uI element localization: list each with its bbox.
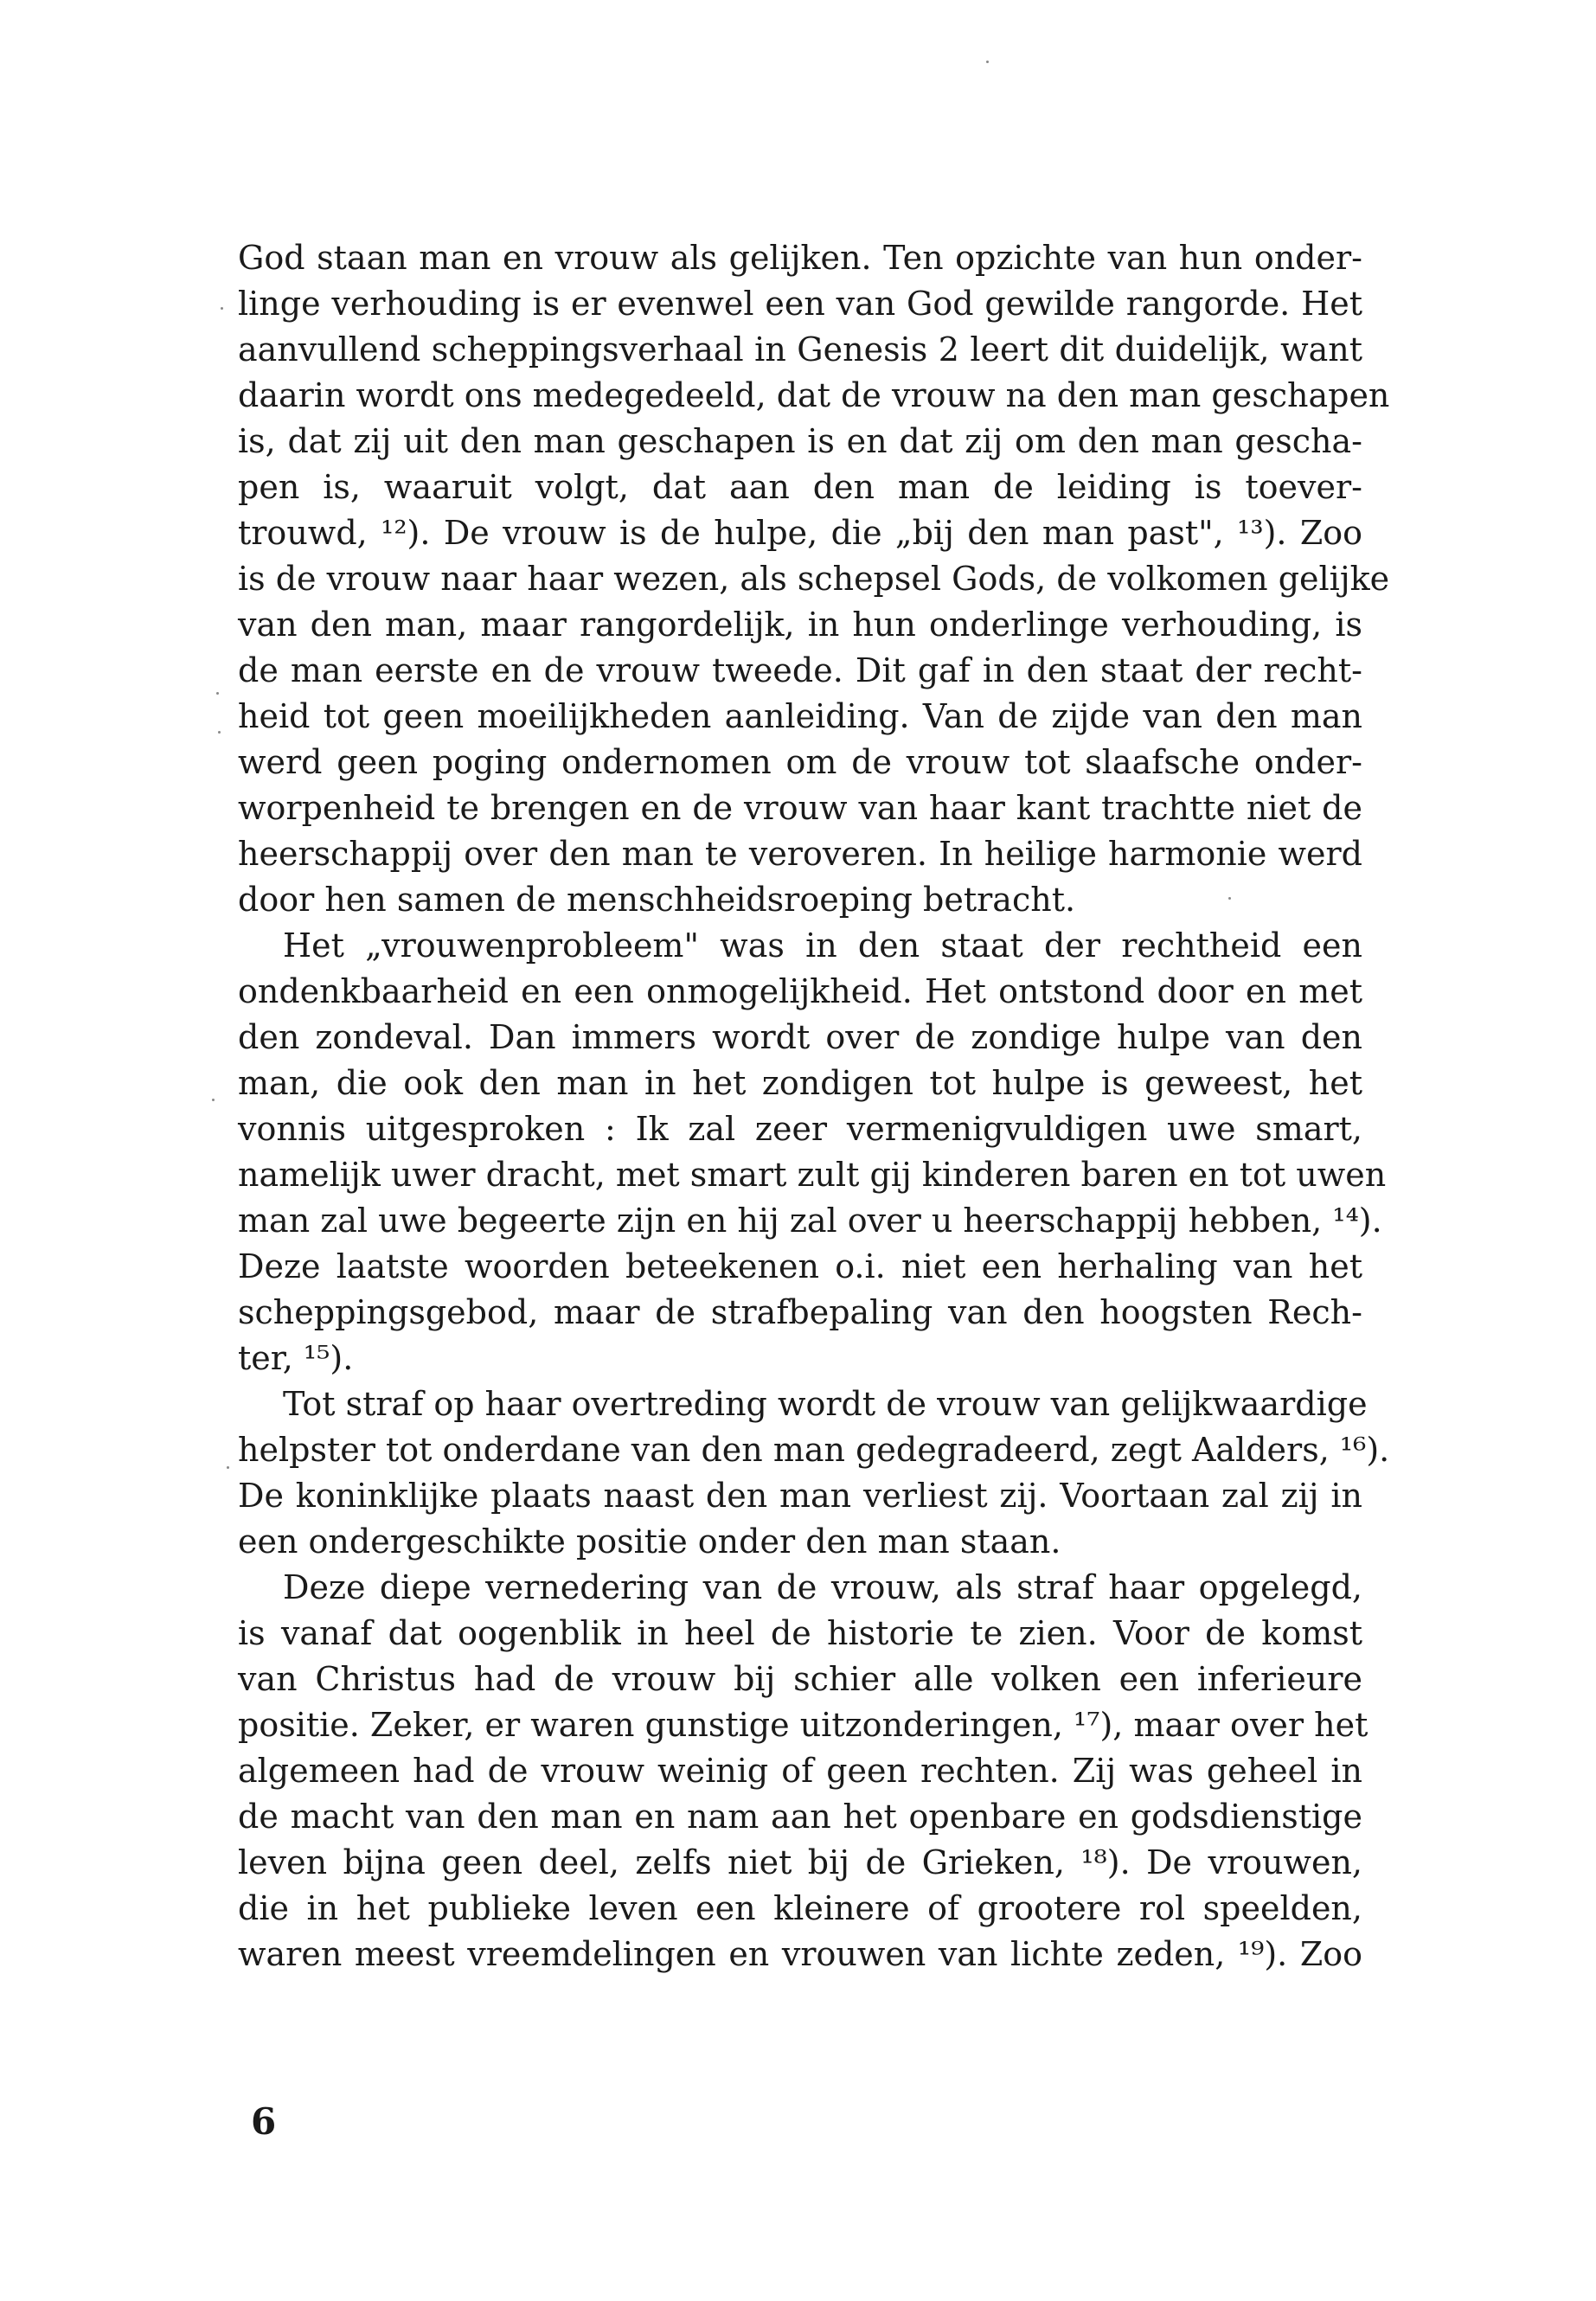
- scan-speck: [1228, 897, 1231, 900]
- text-line: daarin wordt ons medegedeeld, dat de vrouw na den man geschapen: [238, 376, 1390, 414]
- scan-speck: [986, 61, 989, 63]
- page-number: 6: [251, 2100, 277, 2143]
- text-line: helpster tot onderdane van den man gedegradeerd, zegt Aalders, ¹⁶).: [238, 1431, 1390, 1469]
- text-line: door hen samen de menschheidsroeping betracht.: [238, 881, 1076, 919]
- text-line: is, dat zij uit den man geschapen is en dat zij om den man gescha-: [238, 422, 1362, 460]
- text-line: De koninklijke plaats naast den man verliest zij. Voortaan zal zij in: [238, 1477, 1362, 1515]
- text-line: waren meest vreemdelingen en vrouwen van lichte zeden, ¹⁹). Zoo: [238, 1935, 1362, 1973]
- text-line: pen is, waaruit volgt, dat aan den man de leiding is toever-: [238, 468, 1362, 506]
- text-line: God staan man en vrouw als gelijken. Ten opzichte van hun onder-: [238, 239, 1362, 277]
- text-line: positie. Zeker, er waren gunstige uitzonderingen, ¹⁷), maar over het: [238, 1706, 1368, 1744]
- scan-speck: [218, 731, 221, 734]
- text-line: vonnis uitgesproken : Ik zal zeer vermenigvuldigen uwe smart,: [238, 1110, 1362, 1148]
- scan-speck: [221, 307, 223, 310]
- body-text: [238, 235, 1390, 1977]
- text-line: ter, ¹⁵).: [238, 1339, 354, 1377]
- text-line: scheppingsgebod, maar de strafbepaling van den hoogsten Rech-: [238, 1293, 1362, 1331]
- paragraph-start-line: Deze diepe vernedering van de vrouw, als straf haar opgelegd,: [283, 1568, 1362, 1606]
- text-line: heerschappij over den man te veroveren. In heilige harmonie werd: [238, 835, 1362, 873]
- text-line: is vanaf dat oogenblik in heel de historie te zien. Voor de komst: [238, 1614, 1362, 1652]
- text-line: algemeen had de vrouw weinig of geen rechten. Zij was geheel in: [238, 1752, 1362, 1790]
- text-line: ondenkbaarheid en een onmogelijkheid. Het ontstond door en met: [238, 972, 1362, 1010]
- text-line: man, die ook den man in het zondigen tot hulpe is geweest, het: [238, 1064, 1362, 1102]
- text-line: man zal uwe begeerte zijn en hij zal over u heerschappij hebben, ¹⁴).: [238, 1202, 1382, 1240]
- text-line: een ondergeschikte positie onder den man staan.: [238, 1522, 1061, 1561]
- text-line: den zondeval. Dan immers wordt over de zondige hulpe van den: [238, 1018, 1362, 1056]
- text-line: die in het publieke leven een kleinere of grootere rol speelden,: [238, 1889, 1362, 1927]
- text-line: werd geen poging ondernomen om de vrouw tot slaafsche onder-: [238, 743, 1362, 781]
- text-line: leven bijna geen deel, zelfs niet bij de Grieken, ¹⁸). De vrouwen,: [238, 1843, 1362, 1881]
- scan-speck: [212, 1099, 215, 1101]
- text-line: Deze laatste woorden beteekenen o.i. niet een herhaling van het: [238, 1247, 1362, 1285]
- text-line: linge verhouding is er evenwel een van God gewilde rangorde. Het: [238, 285, 1362, 323]
- text-line: de macht van den man en nam aan het openbare en godsdienstige: [238, 1798, 1362, 1836]
- scan-speck: [216, 692, 219, 695]
- scan-speck: [227, 1466, 229, 1469]
- text-line: heid tot geen moeilijkheden aanleiding. Van de zijde van den man: [238, 697, 1362, 735]
- text-line: de man eerste en de vrouw tweede. Dit gaf in den staat der recht-: [238, 651, 1362, 689]
- text-line: trouwd, ¹²). De vrouw is de hulpe, die „bij den man past", ¹³). Zoo: [238, 514, 1362, 552]
- text-line: namelijk uwer dracht, met smart zult gij kinderen baren en tot uwen: [238, 1156, 1387, 1194]
- paragraph-start-line: Tot straf op haar overtreding wordt de vrouw van gelijkwaardige: [283, 1385, 1368, 1423]
- text-line: is de vrouw naar haar wezen, als schepsel Gods, de volkomen gelijke: [238, 560, 1390, 598]
- text-line: aanvullend scheppingsverhaal in Genesis 2 leert dit duidelijk, want: [238, 330, 1362, 369]
- text-line: worpenheid te brengen en de vrouw van haar kant trachtte niet de: [238, 789, 1362, 827]
- paragraph-start-line: Het „vrouwenprobleem" was in den staat der rechtheid een: [283, 926, 1362, 965]
- text-line: van Christus had de vrouw bij schier alle volken een inferieure: [238, 1660, 1362, 1698]
- text-line: van den man, maar rangordelijk, in hun onderlinge verhouding, is: [238, 606, 1362, 644]
